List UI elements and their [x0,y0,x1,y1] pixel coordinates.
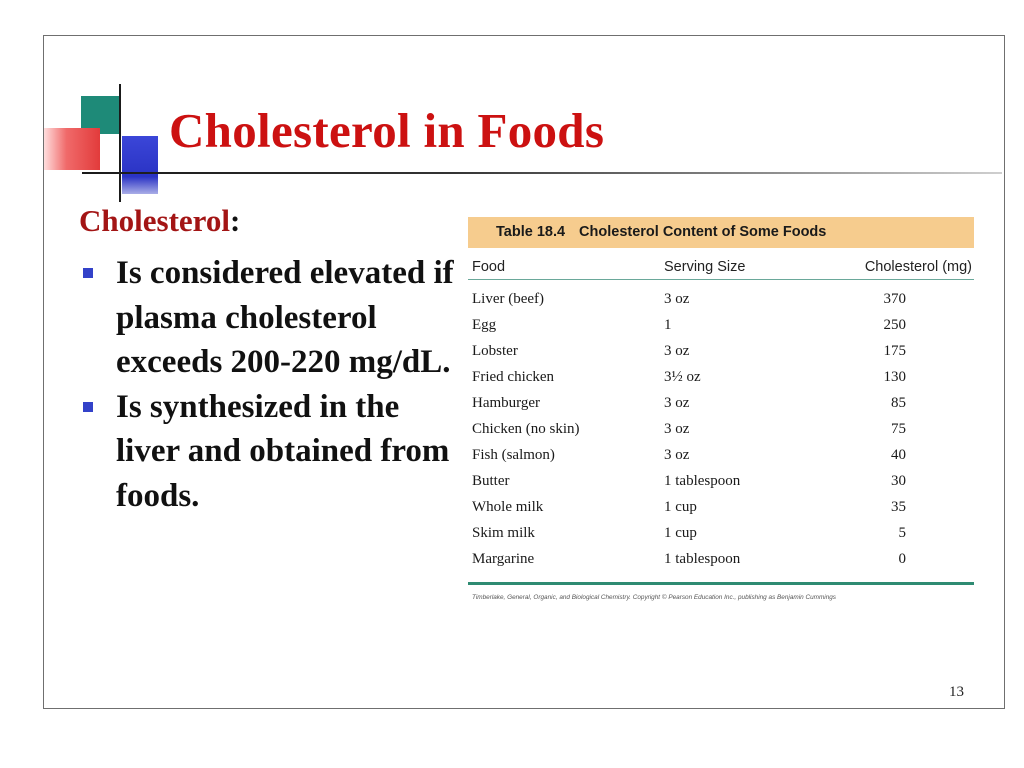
table-row [468,520,974,546]
cell-food: Liver (beef) [472,291,545,307]
table-row [468,442,974,468]
cell-cholesterol: 5 [898,525,906,541]
cell-cholesterol: 175 [883,343,906,359]
cell-cholesterol: 30 [891,473,906,489]
bullet-text: Is considered elevated if plasma cholesterol exceeds 200-220 mg/dL. [116,255,454,380]
cell-food: Chicken (no skin) [472,421,580,437]
table-row [468,468,974,494]
cell-serving: 1 cup [664,525,697,541]
cell-food: Egg [472,317,497,333]
title-underline [82,172,1002,174]
cell-cholesterol: 85 [891,395,906,411]
bullet-item [79,385,459,519]
square-bullet-icon [83,268,93,278]
cell-serving: 1 cup [664,499,697,515]
subheading-term: Cholesterol [79,203,230,238]
slide [43,35,1005,709]
cell-serving: 3½ oz [664,369,701,385]
bullet-text: Is synthesized in the liver and obtained from foods. [116,388,450,514]
subheading-colon: : [229,203,241,238]
cell-cholesterol: 75 [891,421,906,437]
table-row [468,494,974,520]
cell-serving: 3 oz [664,291,690,307]
cell-serving: 1 tablespoon [664,551,741,567]
vertical-rule [119,84,121,202]
cell-serving: 3 oz [664,421,690,437]
table-title: Cholesterol Content of Some Foods [579,224,827,240]
cell-serving: 3 oz [664,395,690,411]
table-row [468,364,974,390]
table-row [468,338,974,364]
table-row [468,312,974,338]
bullet-list [79,251,459,518]
cell-serving: 3 oz [664,447,690,463]
page-number: 13 [949,684,964,700]
cell-food: Fish (salmon) [472,447,555,463]
table-row [468,546,974,572]
cell-food: Hamburger [472,395,541,411]
cell-cholesterol: 370 [883,291,906,307]
cell-serving: 1 [664,317,672,333]
table-row [468,416,974,442]
cell-cholesterol: 130 [883,369,906,385]
column-header-cholesterol: Cholesterol (mg) [864,259,972,275]
cell-cholesterol: 250 [883,317,906,333]
cell-serving: 1 tablespoon [664,473,741,489]
bullet-item [79,251,459,385]
cholesterol-table [468,217,974,601]
table-row [468,286,974,312]
cell-food: Skim milk [472,525,535,541]
cell-food: Margarine [472,551,535,567]
subheading [79,201,459,241]
cell-food: Fried chicken [472,369,555,385]
column-header-serving: Serving Size [664,259,746,275]
cell-cholesterol: 35 [891,499,906,515]
bullet-column [79,201,459,518]
slide-title: Cholesterol in Foods [169,103,605,158]
blue-square [122,136,158,194]
decorative-logo [44,36,184,206]
cell-food: Whole milk [472,499,544,515]
square-bullet-icon [83,402,93,412]
cell-cholesterol: 0 [898,551,906,567]
cell-food: Butter [472,473,510,489]
table-bottom-rule [468,582,974,585]
table-credit: Timberlake, General, Organic, and Biological Chemistry. Copyright © Pearson Education Inc., publishing as Benjamin Cummings [472,594,836,601]
table-number: Table 18.4 [496,224,566,240]
table-row [468,390,974,416]
cell-cholesterol: 40 [891,447,906,463]
cell-food: Lobster [472,343,518,359]
cell-serving: 3 oz [664,343,690,359]
table-header-row [468,248,974,280]
column-header-food: Food [472,259,506,275]
table-caption [468,217,974,248]
red-square [44,128,100,170]
